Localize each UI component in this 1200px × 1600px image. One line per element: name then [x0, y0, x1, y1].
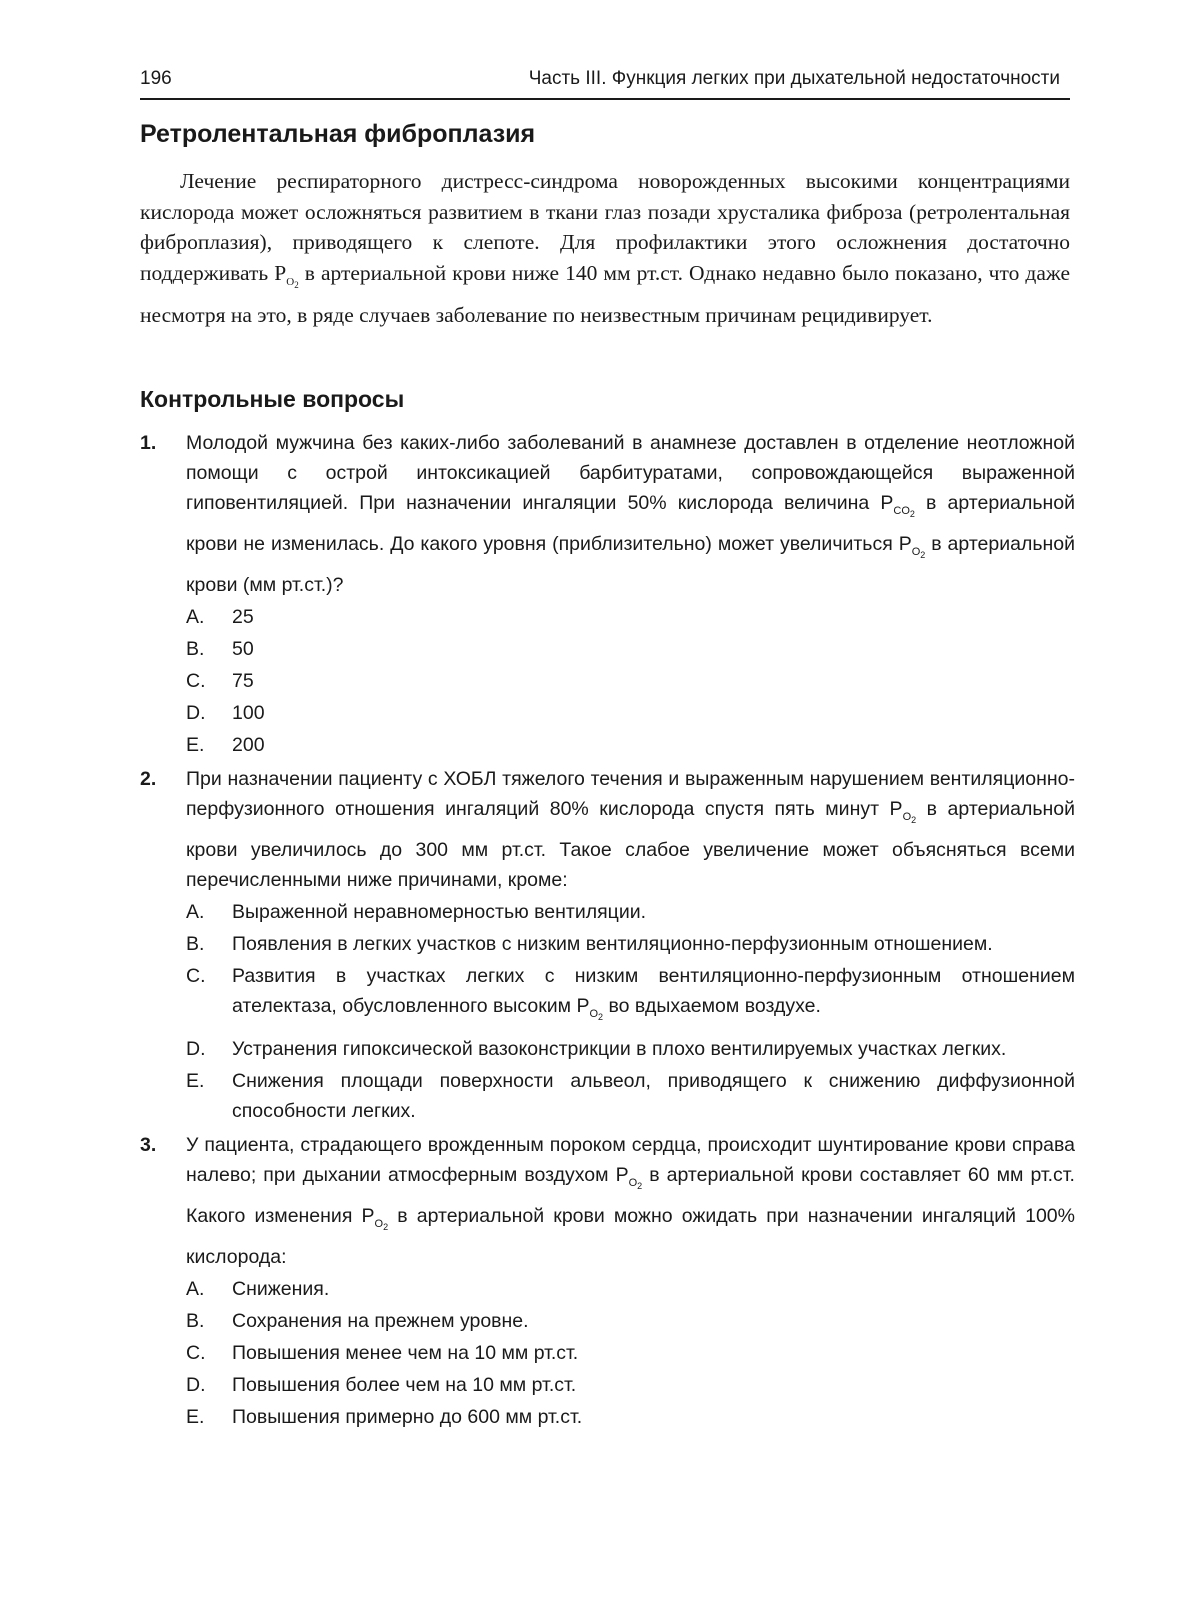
po2-symbol: $P_{O_2}$ — [889, 798, 917, 825]
answer-option: D. Устранения гипоксической вазоконстрикции в плохо вентилируемых участках легких. — [186, 1038, 1007, 1060]
running-head — [140, 62, 1070, 100]
answer-option: A. Снижения. — [186, 1278, 330, 1300]
answer-option: E. Снижения площади поверхности альвеол, приводящего к снижению диффузионной способности легких. — [186, 1070, 1075, 1122]
section-paragraph: Лечение респираторного дистресс-синдрома новорожденных высокими концентрациями кислорода может осложняться развитием в ткани глаз позади хрусталика фиброза (ретролентальная фиброплазия), приводящего к слепоте. Для профилактики этого осложнения достаточно поддерживать $P_{O_2}$ в артериальной крови ниже 140 мм рт.ст. Однако недавно было показано, что даже несмотря на это, в ряде случаев заболевание по неизвестным причинам рецидивирует. — [140, 169, 1070, 327]
answer-option: E. Повышения примерно до 600 мм рт.ст. — [186, 1406, 583, 1428]
answer-option: B. 50 — [186, 638, 254, 660]
question-text: У пациента, страдающего врожденным пороком сердца, происходит шунтирование крови справа налево; при дыхании атмосферным воздухом $P_{O_2}$ в артериальной крови составляет 60 мм рт.ст. Какого изменения $P_{O_2}$ в артериальной крови можно ожидать при назначении ингаляций 100% кислорода: — [186, 1134, 1075, 1268]
quiz-title: Контрольные вопросы — [140, 386, 405, 412]
answer-option: D. Повышения более чем на 10 мм рт.ст. — [186, 1374, 577, 1396]
question-2 — [140, 764, 1075, 1128]
answer-option: C. Развития в участках легких с низким вентиляционно-перфузионным отношением ателектаза, обусловленного высоким $P_{O_2}$ во вдыхаемом воздухе. — [186, 965, 1075, 1022]
question-1 — [140, 428, 1075, 762]
answer-option: D. 100 — [186, 702, 265, 724]
questions-list — [140, 428, 1075, 1436]
pco2-symbol: $P_{CO_2}$ — [880, 492, 915, 519]
answer-option: C. 75 — [186, 670, 254, 692]
answer-option: C. Повышения менее чем на 10 мм рт.ст. — [186, 1342, 579, 1364]
running-title: Часть III. Функция легких при дыхательной недостаточности — [528, 68, 1060, 89]
po2-symbol: $P_{O_2}$ — [576, 995, 604, 1022]
po2-symbol: $P_{O_2}$ — [274, 260, 299, 290]
answer-options — [186, 1274, 1075, 1432]
po2-symbol: $P_{O_2}$ — [615, 1164, 643, 1191]
po2-symbol: $P_{O_2}$ — [361, 1205, 389, 1232]
page-number: 196 — [140, 68, 172, 89]
answer-options — [186, 602, 1075, 760]
answer-option: A. 25 — [186, 606, 254, 628]
question-text: Молодой мужчина без каких-либо заболеваний в анамнезе доставлен в отделение неотложной помощи с острой интоксикацией барбитуратами, сопровождающейся выраженной гиповентиляцией. При назначении ингаляции 50% кислорода величина $P_{CO_2}$ в артериальной крови не изменилась. До какого уровня (приблизительно) может увеличиться $P_{O_2}$ в артериальной крови (мм рт.ст.)? — [186, 432, 1075, 596]
question-3 — [140, 1130, 1075, 1434]
answer-options — [186, 897, 1075, 1126]
answer-option: B. Сохранения на прежнем уровне. — [186, 1310, 529, 1332]
answer-option: A. Выраженной неравномерностью вентиляции. — [186, 901, 647, 923]
answer-option: B. Появления в легких участков с низким вентиляционно-перфузионным отношением. — [186, 933, 993, 955]
answer-option: E. 200 — [186, 734, 265, 756]
question-number: 2. — [140, 768, 157, 790]
question-text: При назначении пациенту с ХОБЛ тяжелого течения и выраженным нарушением вентиляционно-перфузионного отношения ингаляций 80% кислорода спустя пять минут $P_{O_2}$ в артериальной крови увеличилось до 300 мм рт.ст. Такое слабое увеличение может объясняться всеми перечисленными ниже причинами, кроме: — [186, 768, 1075, 891]
question-number: 3. — [140, 1134, 157, 1156]
section-title: Ретролентальная фиброплазия — [140, 120, 536, 148]
question-number: 1. — [140, 432, 157, 454]
po2-symbol: $P_{O_2}$ — [898, 533, 926, 560]
